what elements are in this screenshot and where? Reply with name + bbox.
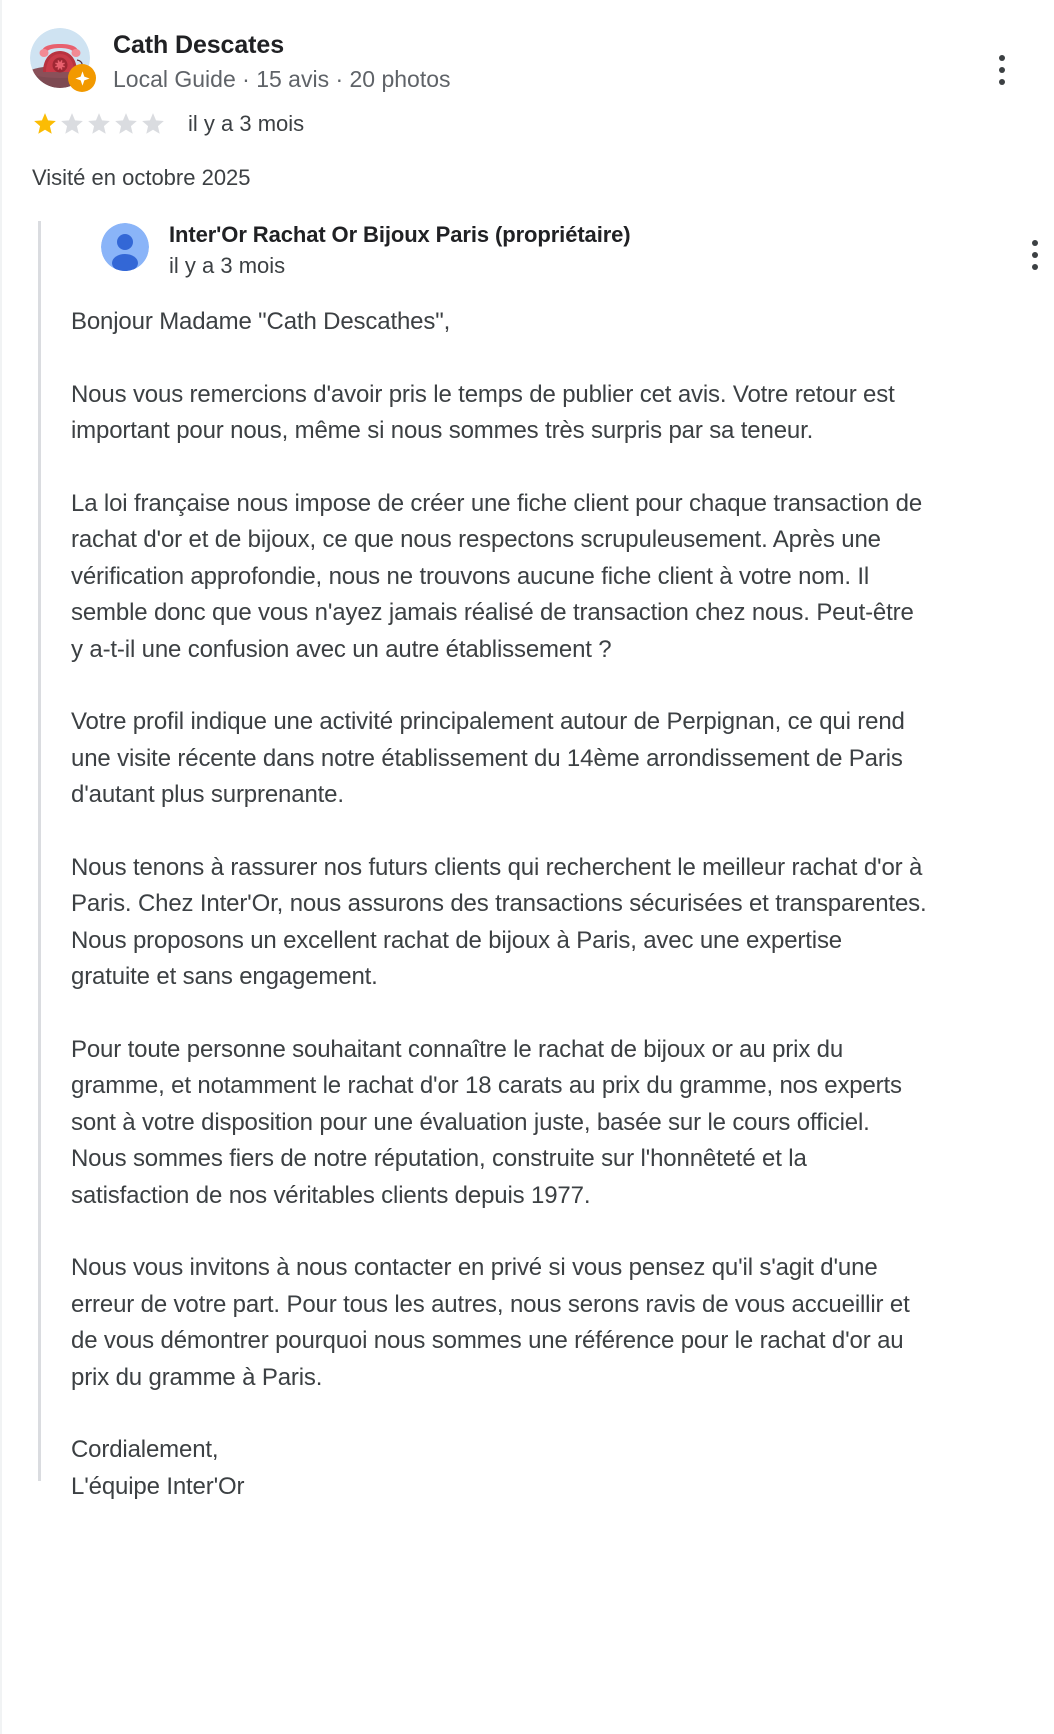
- owner-reply-body: [71, 304, 927, 1505]
- reply-paragraph: Bonjour Madame "Cath Descathes",: [71, 308, 451, 335]
- dot: [1032, 252, 1038, 258]
- owner-reply-relative-time: il y a 3 mois: [169, 253, 286, 278]
- reply-paragraph: Nous vous invitons à nous contacter en privé si vous pensez qu'il s'agit d'une erreur de votre part. Pour tous les autres, nous serons ravis de vous accueillir et de vous démontrer pourquoi nous sommes une référence pour le rachat d'or au prix du gramme à Paris.: [71, 1254, 910, 1391]
- reviewer-meta: Local Guide · 15 avis · 20 photos: [113, 66, 451, 92]
- reply-more-options-icon[interactable]: [1013, 233, 1054, 277]
- dot: [1032, 240, 1038, 246]
- rating-row: [32, 111, 1024, 137]
- reply-accent-rule: [38, 221, 41, 1481]
- star-empty-icon: [86, 111, 112, 137]
- visited-date: Visité en octobre 2025: [32, 165, 251, 190]
- star-rating: [32, 111, 166, 137]
- reviewer-avatar-wrapper[interactable]: [30, 28, 90, 88]
- signature-team: L'équipe Inter'Or: [71, 1472, 245, 1500]
- reviewer-info: [113, 26, 451, 94]
- reply-paragraph: Votre profil indique une activité principalement autour de Perpignan, ce qui rend une visite récente dans notre établissement du 14ème arrondissement de Paris d'autant plus surprenante.: [71, 708, 905, 808]
- reply-paragraph: Nous tenons à rassurer nos futurs clients qui recherchent le meilleur rachat d'or à Paris. Chez Inter'Or, nous assurons des transactions sécurisées et transparentes. Nous proposons un excellent rachat de bijoux à Paris, avec une expertise gratuite et sans engagement.: [71, 853, 927, 990]
- dot: [999, 79, 1005, 85]
- local-guide-star-badge-icon: [68, 64, 96, 92]
- owner-name[interactable]: Inter'Or Rachat Or Bijoux Paris (propriétaire): [169, 222, 631, 247]
- owner-reply-header: [71, 221, 1024, 280]
- reviewer-name[interactable]: Cath Descates: [113, 31, 285, 59]
- dot: [1032, 264, 1038, 270]
- star-empty-icon: [140, 111, 166, 137]
- reply-paragraph: Nous vous remercions d'avoir pris le temps de publier cet avis. Votre retour est important pour nous, même si nous sommes très surpris par sa teneur.: [71, 380, 895, 444]
- star-empty-icon: [59, 111, 85, 137]
- dot: [999, 67, 1005, 73]
- reviewer-header: [30, 26, 1024, 94]
- dot: [999, 55, 1005, 61]
- signature-closing: Cordialement,: [71, 1436, 219, 1463]
- star-empty-icon: [113, 111, 139, 137]
- default-person-avatar-icon: [101, 223, 149, 271]
- owner-reply: [38, 221, 1024, 1505]
- reply-paragraph: La loi française nous impose de créer une fiche client pour chaque transaction de rachat d'or et de bijoux, ce que nous respectons scrupuleusement. Après une vérification approfondie, nous ne trouvons aucune fiche client à votre nom. Il semble donc que vous n'ayez jamais réalisé de transaction chez nous. Peut-être y a-t-il une confusion avec un autre établissement ?: [71, 489, 923, 663]
- star-filled-icon: [32, 111, 58, 137]
- reply-paragraph: Pour toute personne souhaitant connaître le rachat de bijoux or au prix du gramme, et notamment le rachat d'or 18 carats au prix du gramme, nos experts sont à votre disposition pour une évaluation juste, basée sur le cours officiel. Nous sommes fiers de notre réputation, construite sur l'honnêteté et la satisfaction de nos véritables clients depuis 1977.: [71, 1035, 902, 1209]
- owner-info: [169, 221, 631, 280]
- reply-signature: [71, 1432, 927, 1505]
- review-relative-time: il y a 3 mois: [188, 111, 305, 136]
- review-more-options-icon[interactable]: [980, 48, 1024, 92]
